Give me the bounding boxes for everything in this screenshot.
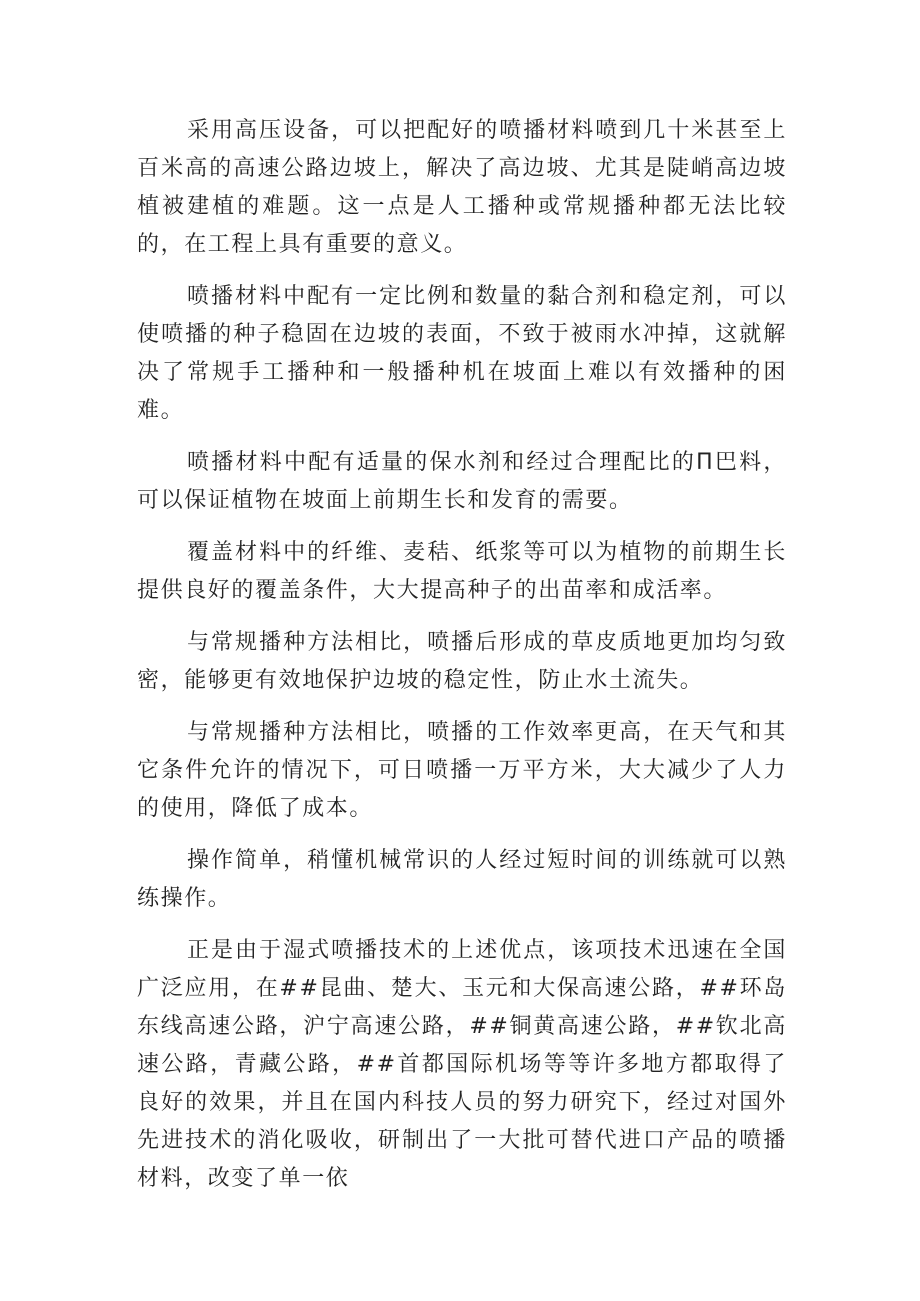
document-body xyxy=(137,112,787,1212)
paragraph-2: 喷播材料中配有一定比例和数量的黏合剂和稳定剂，可以使喷播的种子稳固在边坡的表面，不致于被雨水冲掉，这就解决了常规手工播种和一般播种机在坡面上难以有效播种的困难。 xyxy=(137,284,787,423)
paragraph-6: 与常规播种方法相比，喷播的工作效率更高，在天气和其它条件允许的情况下，可日喷播一万平方米，大大减少了人力的使用，降低了成本。 xyxy=(137,720,787,821)
paragraph-1: 采用高压设备，可以把配好的喷播材料喷到几十米甚至上百米高的高速公路边坡上，解决了高边坡、尤其是陡峭高边坡植被建植的难题。这一点是人工播种或常规播种都无法比较的，在工程上具有重要的意义。 xyxy=(137,118,787,257)
paragraph-5: 与常规播种方法相比，喷播后形成的草皮质地更加均匀致密，能够更有效地保护边坡的稳定性，防止水土流失。 xyxy=(137,630,787,693)
paragraph-4: 覆盖材料中的纤维、麦秸、纸浆等可以为植物的前期生长提供良好的覆盖条件，大大提高种子的出苗率和成活率。 xyxy=(137,540,787,603)
paragraph-3: 喷播材料中配有适量的保水剂和经过合理配比的Π巴料，可以保证植物在坡面上前期生长和发育的需要。 xyxy=(137,450,787,513)
paragraph-7: 操作简单，稍懂机械常识的人经过短时间的训练就可以熟练操作。 xyxy=(137,848,787,911)
paragraph-8: 正是由于湿式喷播技术的上述优点，该项技术迅速在全国广泛应用，在##昆曲、楚大、玉元和大保高速公路，##环岛东线高速公路，沪宁高速公路，##铜黄高速公路，##钦北高速公路，青藏公路，##首都国际机场等等许多地方都取得了良好的效果，并且在国内科技人员的努力研究下，经过对国外先进技术的消化吸收，研制出了一大批可替代进口产品的喷播材料，改变了单一依 xyxy=(137,938,787,1191)
